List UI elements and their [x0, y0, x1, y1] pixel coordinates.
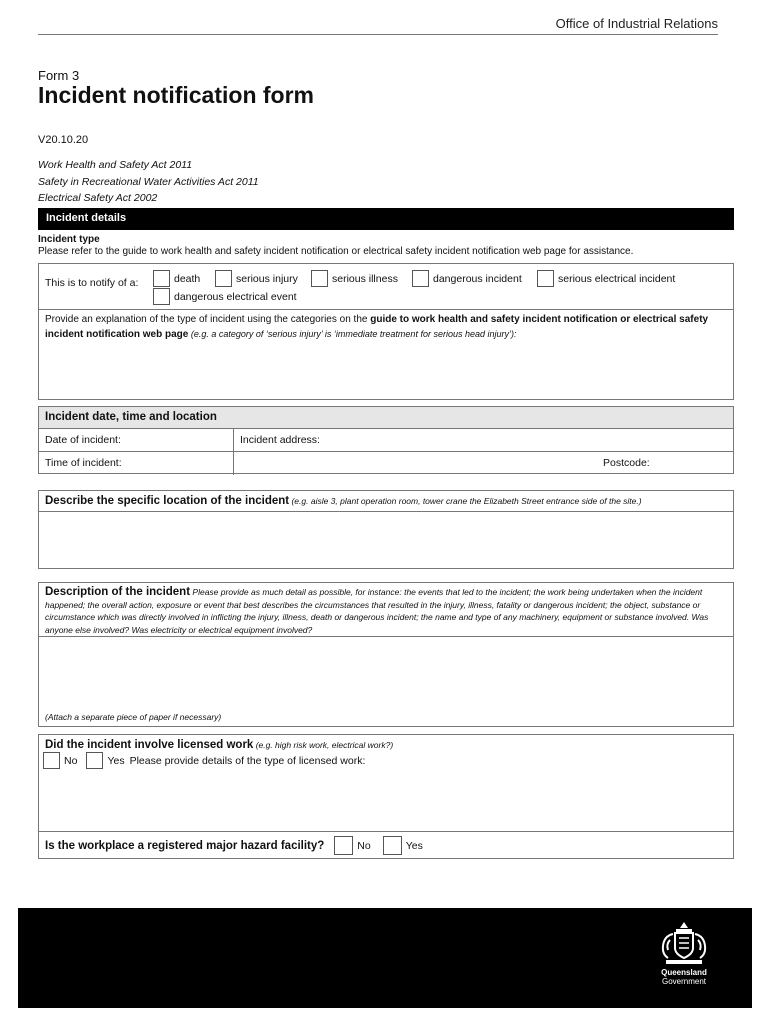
option-label: Yes — [405, 839, 423, 852]
licensed-work-box — [38, 734, 734, 859]
mhf-no-checkbox[interactable] — [334, 836, 353, 855]
serious-injury-checkbox[interactable] — [215, 270, 232, 287]
footer-bar — [18, 908, 752, 1008]
licensed-no-checkbox[interactable] — [43, 752, 60, 769]
option-serious-electrical-incident[interactable] — [537, 270, 675, 287]
serious-electrical-incident-checkbox[interactable] — [537, 270, 554, 287]
dangerous-incident-checkbox[interactable] — [412, 270, 429, 287]
date-location-heading: Incident date, time and location — [39, 407, 733, 429]
option-serious-injury[interactable] — [215, 270, 298, 287]
header-divider — [38, 34, 718, 35]
mhf-yes-checkbox[interactable] — [383, 836, 402, 855]
mhf-no-option[interactable] — [334, 836, 370, 855]
location-example: (e.g. aisle 3, plant operation room, tower crane the Elizabeth Street entrance side of the site.) — [289, 496, 642, 506]
major-hazard-row — [39, 831, 733, 859]
postcode-label: Postcode: — [603, 457, 650, 469]
time-row — [39, 452, 733, 475]
incident-details-header: Incident details — [38, 208, 734, 230]
incident-type-box — [38, 263, 734, 400]
option-label: dangerous electrical event — [174, 290, 297, 303]
address-label: Incident address: — [240, 434, 320, 446]
gov-name: Queensland — [661, 968, 707, 977]
option-label: serious illness — [332, 272, 398, 285]
incident-type-description: Please refer to the guide to work health and safety incident notification or electrical safety incident notification web page for assistance. — [38, 246, 634, 257]
coat-of-arms-icon — [658, 920, 710, 966]
death-checkbox[interactable] — [153, 270, 170, 287]
option-death[interactable] — [153, 270, 200, 287]
explain-prefix: Provide an explanation of the type of incident using the categories on the — [45, 314, 371, 325]
description-heading-text: Description of the incident — [45, 586, 191, 598]
option-label: serious electrical incident — [558, 272, 676, 285]
option-dangerous-incident[interactable] — [412, 270, 522, 287]
office-name: Office of Industrial Relations — [555, 16, 718, 31]
description-box[interactable] — [38, 582, 734, 727]
location-heading-text: Describe the specific location of the incident — [45, 495, 290, 507]
date-label: Date of incident: — [45, 434, 121, 446]
description-heading — [39, 583, 733, 637]
queensland-government-logo — [654, 920, 714, 992]
dangerous-electrical-event-checkbox[interactable] — [153, 288, 170, 305]
notify-row — [39, 264, 733, 310]
serious-illness-checkbox[interactable] — [311, 270, 328, 287]
option-label: dangerous incident — [433, 272, 522, 285]
licensed-work-example: (e.g. high risk work, electrical work?) — [253, 740, 394, 750]
option-dangerous-electrical-event[interactable] — [153, 288, 297, 305]
specific-location-heading — [39, 491, 733, 512]
act-item: Safety in Recreational Water Activities Act 2011 — [38, 175, 259, 188]
licensed-work-options — [43, 752, 365, 769]
date-time-location-box — [38, 406, 734, 474]
acts-list — [38, 157, 259, 207]
explain-example: (e.g. a category of ‘serious injury’ is ‘immediate treatment for serious head injury’): — [188, 329, 517, 339]
option-label: No — [64, 754, 78, 767]
major-hazard-question: Is the workplace a registered major hazard facility? — [45, 839, 325, 852]
description-guidance: Please provide as much detail as possible, for instance: the events that led to the incident; the work being undertaken when the incident happened; the overall action, exposure or event that best describes the circumstances that resulted in the injury, illness, fatality or dangerous incident; the object, substance or circumstance which was directly involved in inflicting the injury, illness, death or dangerous incident; the name and type of any machinery, equipment or substance involved. Was anyone else involved? Was electricity or electrical equipment involved? — [45, 587, 709, 635]
attach-note: (Attach a separate piece of paper if necessary) — [45, 712, 222, 722]
option-label: serious injury — [236, 272, 298, 285]
licensed-work-heading — [45, 739, 393, 751]
incident-type-heading: Incident type — [38, 234, 100, 245]
gov-sub: Government — [661, 977, 707, 986]
date-row — [39, 429, 733, 452]
mhf-yes-option[interactable] — [383, 836, 423, 855]
option-label: Yes — [107, 754, 125, 767]
time-label: Time of incident: — [45, 457, 122, 469]
licensed-yes-checkbox[interactable] — [86, 752, 103, 769]
licensed-work-details-prompt: Please provide details of the type of licensed work: — [129, 754, 366, 767]
guide-reference: guide to work health and safety incident notification or electrical safety incident notification web page — [45, 314, 709, 340]
act-item: Work Health and Safety Act 2011 — [38, 159, 193, 171]
licensed-yes-option[interactable] — [86, 752, 124, 769]
licensed-no-option[interactable] — [43, 752, 77, 769]
notify-label: This is to notify of a: — [45, 277, 139, 289]
explanation-field[interactable] — [45, 313, 725, 342]
licensed-work-question: Did the incident involve licensed work — [45, 739, 254, 751]
version-label: V20.10.20 — [38, 134, 89, 146]
option-serious-illness[interactable] — [311, 270, 398, 287]
option-label: No — [357, 839, 371, 852]
column-divider — [233, 429, 234, 475]
page-title: Incident notification form — [38, 82, 314, 108]
form-number: Form 3 — [38, 68, 80, 83]
act-item: Electrical Safety Act 2002 — [38, 192, 158, 204]
option-label: death — [174, 272, 201, 285]
specific-location-box[interactable] — [38, 490, 734, 569]
